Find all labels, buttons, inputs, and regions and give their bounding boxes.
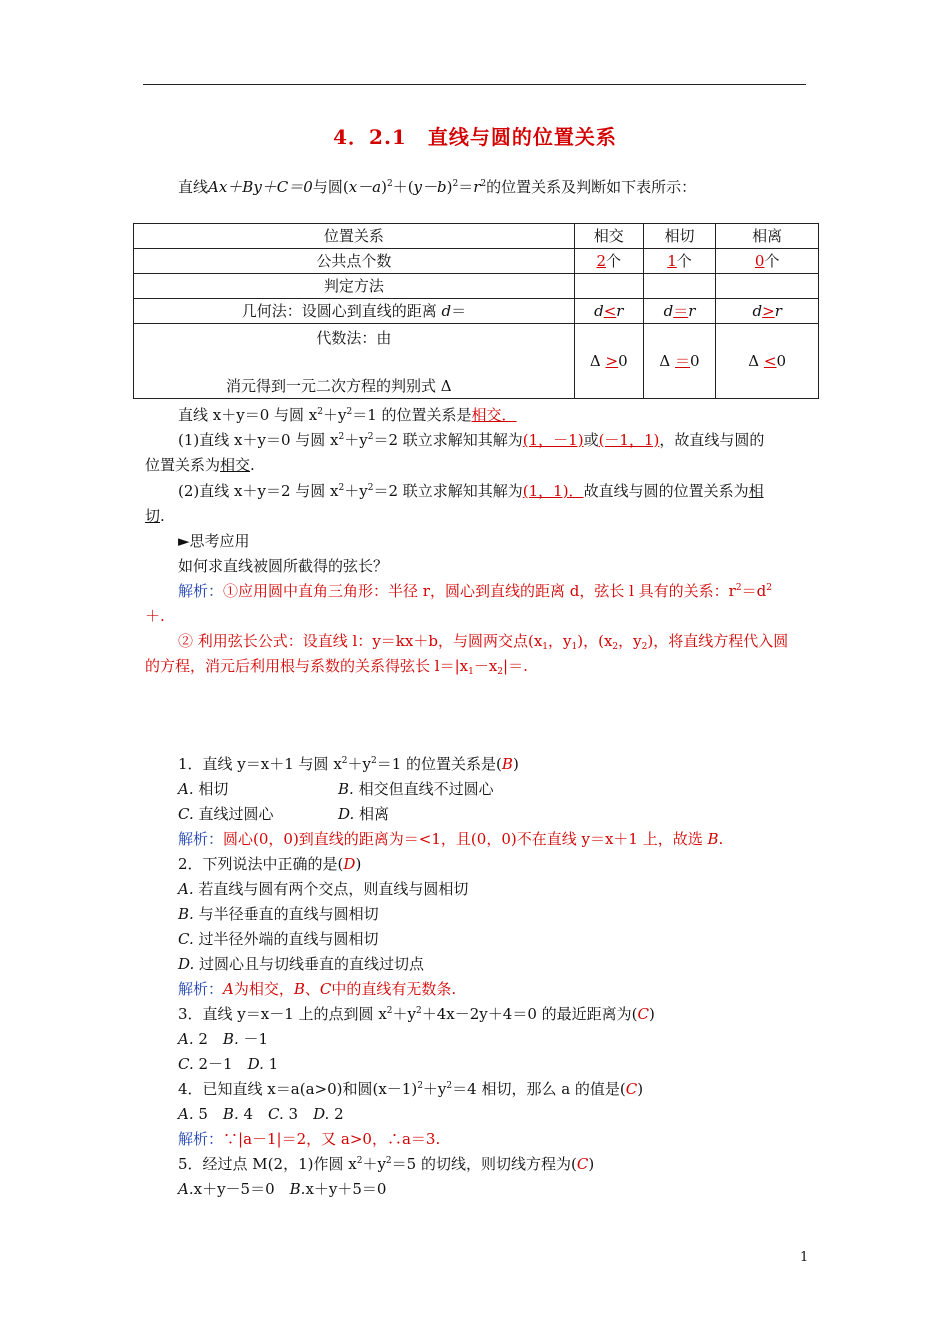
question-1-options-ab <box>178 778 494 800</box>
option-text: 相切 <box>193 780 229 798</box>
var-r: r <box>774 302 782 320</box>
option-letter: B. <box>289 1180 306 1198</box>
question-5-options <box>178 1178 386 1200</box>
intro-text: ＝ <box>458 178 474 196</box>
cell-alg-intersect <box>574 324 643 399</box>
option-text: 2－1 <box>193 1055 248 1073</box>
option-text: 过圆心且与切线垂直的直线过切点 <box>194 955 425 973</box>
answer-symbol: ＝ <box>675 352 691 370</box>
example-line-5 <box>145 505 165 527</box>
text: ＝5 的切线，则切线方程为( <box>391 1155 577 1173</box>
label-text: 几何法：设圆心到直线的距离 <box>241 302 437 320</box>
question-1-options-cd <box>178 803 390 825</box>
text: ) <box>588 1155 595 1173</box>
question-1-stem <box>178 753 519 775</box>
unit: 个 <box>676 252 692 270</box>
subscript: 2 <box>497 667 504 677</box>
question-2-stem <box>178 853 361 875</box>
subscript: 2 <box>612 642 619 652</box>
empty-cell <box>643 274 716 299</box>
answer-letter: C <box>319 980 332 998</box>
answer-symbol: ＝ <box>673 302 689 320</box>
answer-letter: B <box>293 980 305 998</box>
option-text: 若直线与圆有两个交点，则直线与圆相切 <box>193 880 469 898</box>
option-text: x＋y－5＝0 <box>193 1180 290 1198</box>
text: ＝2 联立求解知其解为 <box>373 482 523 500</box>
option-d <box>338 803 389 825</box>
cell-intersect-points <box>574 249 643 274</box>
subscript: 1 <box>571 642 578 652</box>
table-row-method <box>134 274 819 299</box>
text: . <box>250 456 255 474</box>
answer-letter: D <box>343 855 356 873</box>
header-rule <box>143 84 806 85</box>
analysis-text: ，y <box>618 632 642 650</box>
cell-geo-separate <box>716 299 819 324</box>
answer-letter: A <box>223 980 234 998</box>
text: 故直线与圆的位置关系为 <box>583 482 749 500</box>
text: ，故直线与圆的 <box>659 431 765 449</box>
empty-cell <box>574 274 643 299</box>
example-line-1 <box>178 404 517 426</box>
answer-value: 2 <box>596 252 607 270</box>
analysis-text: )，将直线方程代入圆 <box>647 632 789 650</box>
analysis-text: 圆心(0，0)到直线的距离为＝<1，且(0，0)不在直线 y＝x＋1 上，故选 <box>223 830 708 848</box>
analysis-text: |＝. <box>503 657 528 675</box>
text: ) <box>648 1005 655 1023</box>
option-letter: B. <box>222 1030 239 1048</box>
var-r: r <box>616 302 624 320</box>
text: 1．直线 y＝x＋1 与圆 x <box>178 755 342 773</box>
subscript: 1 <box>468 667 474 677</box>
line-equation: Ax＋By＋C＝0 <box>208 178 313 196</box>
option-text: 相离 <box>354 805 390 823</box>
exponent: 2 <box>367 483 374 493</box>
text: ＝4 相切，那么 a 的值是( <box>452 1080 626 1098</box>
answer-symbol: > <box>762 302 775 320</box>
answer-text: 相 <box>748 482 764 500</box>
option-b <box>338 778 494 800</box>
header-intersect: 相交 <box>574 224 643 249</box>
intro-text: ＋( <box>392 178 414 196</box>
option-text: 3 <box>283 1105 314 1123</box>
analysis-label: 解析： <box>178 1130 224 1148</box>
answer-text: (1，－1) <box>522 431 584 449</box>
cell-geo-intersect <box>574 299 643 324</box>
unit: 个 <box>606 252 622 270</box>
question-2-option-b <box>178 903 379 925</box>
option-text: －1 <box>238 1030 269 1048</box>
answer-symbol: < <box>763 352 777 370</box>
subscript: 2 <box>641 642 648 652</box>
subscript: 1 <box>542 642 549 652</box>
table-row-geometric <box>134 299 819 324</box>
relation-table <box>133 223 819 399</box>
question-4-options <box>178 1103 344 1125</box>
circle-term: x－a <box>348 178 382 196</box>
var-d: d <box>441 302 452 320</box>
row-label <box>134 324 575 399</box>
answer-letter: C <box>637 1005 649 1023</box>
radius-term: r <box>473 178 481 196</box>
exponent: 2 <box>367 432 374 442</box>
option-letter: C. <box>268 1105 284 1123</box>
option-letter: A. <box>178 780 194 798</box>
answer-symbol: > <box>605 352 619 370</box>
exponent: 2 <box>480 179 487 189</box>
option-text: 直线过圆心 <box>193 805 274 823</box>
header-separate: 相离 <box>716 224 819 249</box>
answer-text: (－1，1) <box>598 431 660 449</box>
row-label: 判定方法 <box>134 274 575 299</box>
circle-term: y－b <box>413 178 447 196</box>
exponent: 2 <box>766 583 772 593</box>
text: ＋y <box>344 431 368 449</box>
analysis-text: ② 利用弦长公式：设直线 l：y＝kx＋b，与圆两交点(x <box>178 632 543 650</box>
analysis-text: －x <box>473 657 498 675</box>
think-answer-4 <box>145 655 528 677</box>
option-letter: D. <box>178 955 195 973</box>
var-d: d <box>594 302 604 320</box>
analysis-text: . <box>718 830 724 848</box>
exponent: 2 <box>341 756 348 766</box>
intro-text: ) <box>381 178 387 196</box>
option-letter: C. <box>178 805 194 823</box>
table-row-algebraic <box>134 324 819 399</box>
think-heading: ►思考应用 <box>178 532 250 550</box>
analysis-text: 中的直线有无数条. <box>331 980 457 998</box>
option-text: 过半径外端的直线与圆相切 <box>193 930 379 948</box>
delta: Δ <box>659 352 676 370</box>
question-2-option-d <box>178 953 424 975</box>
question-3-options-ab <box>178 1028 268 1050</box>
think-answer-2: ＋. <box>145 607 165 625</box>
question-4-explanation <box>178 1128 440 1150</box>
cell-geo-tangent <box>643 299 716 324</box>
answer-symbol: < <box>603 302 617 320</box>
table-header-row <box>134 224 819 249</box>
exponent: 2 <box>356 1156 363 1166</box>
option-letter: B. <box>178 905 194 923</box>
text: 2．下列说法中正确的是( <box>178 855 344 873</box>
delta: Δ <box>589 352 601 370</box>
answer-text: 相交． <box>471 406 517 424</box>
equals: ＝ <box>451 302 467 320</box>
analysis-text: 的方程，消元后利用根与系数的关系得弦长 l＝|x <box>145 657 469 675</box>
text: 直线 x＋y＝0 与圆 x <box>178 406 318 424</box>
zero: 0 <box>618 352 628 370</box>
header-relation: 位置关系 <box>134 224 575 249</box>
question-2-option-c <box>178 928 379 950</box>
page-title: 4．2.1 直线与圆的位置关系 <box>333 125 617 149</box>
analysis-label: 解析： <box>178 980 224 998</box>
option-letter: A. <box>178 1030 194 1048</box>
text: (2)直线 x＋y＝2 与圆 x <box>178 482 339 500</box>
option-text: 1 <box>263 1055 279 1073</box>
var-d: d <box>663 302 674 320</box>
text: ＝1 的位置关系是 <box>352 406 472 424</box>
think-question: 如何求直线被圆所截得的弦长？ <box>178 557 389 575</box>
answer-letter: C <box>576 1155 589 1173</box>
question-3-options-cd <box>178 1053 278 1075</box>
analysis-text: ，y <box>548 632 572 650</box>
analysis-text: 为相交， <box>233 980 294 998</box>
var-r: r <box>688 302 696 320</box>
text: ＋y <box>422 1080 447 1098</box>
answer-letter: B <box>707 830 719 848</box>
answer-value: 1 <box>667 252 677 270</box>
text: (1)直线 x＋y＝0 与圆 x <box>178 431 339 449</box>
intro-text: 与圆( <box>312 178 349 196</box>
text: 4．已知直线 x＝a(a>0)和圆(x－1) <box>178 1080 418 1098</box>
page-number: 1 <box>800 1250 809 1265</box>
exponent: 2 <box>452 179 459 189</box>
unit: 个 <box>764 252 780 270</box>
table-row-points <box>134 249 819 274</box>
option-letter: A. <box>178 1180 194 1198</box>
exponent: 2 <box>417 1081 423 1091</box>
option-letter: C. <box>178 1055 194 1073</box>
exponent: 2 <box>416 1006 422 1016</box>
option-letter: A. <box>178 1105 194 1123</box>
analysis-text: )，(x <box>577 632 613 650</box>
answer-letter: B <box>501 755 513 773</box>
intro-line <box>178 176 696 198</box>
analysis-text: 、 <box>304 980 320 998</box>
question-2-option-a <box>178 878 468 900</box>
var-d: d <box>752 302 763 320</box>
text: ＝2 联立求解知其解为 <box>373 431 523 449</box>
exponent: 2 <box>446 1081 453 1091</box>
text: ＋y <box>322 406 347 424</box>
answer-text: (1，1)． <box>522 482 584 500</box>
exponent: 2 <box>338 483 345 493</box>
analysis-text: ∵|a－1|＝2，又 a>0，∴a＝3. <box>223 1130 441 1148</box>
zero: 0 <box>776 352 787 370</box>
exponent: 2 <box>317 407 323 417</box>
text: . <box>160 507 165 525</box>
answer-text: 相交 <box>220 456 251 474</box>
option-letter: D. <box>247 1055 264 1073</box>
option-letter: B. <box>338 780 354 798</box>
option-text: 4 <box>238 1105 269 1123</box>
option-text: 相交但直线不过圆心 <box>353 780 494 798</box>
analysis-label: 解析： <box>178 582 224 600</box>
text: ) <box>512 755 519 773</box>
exponent: 2 <box>346 407 353 417</box>
example-line-3 <box>145 454 255 476</box>
option-letter: D. <box>338 805 355 823</box>
cell-separate-points <box>716 249 819 274</box>
text: 或 <box>583 431 599 449</box>
intro-text: ) <box>446 178 453 196</box>
analysis-label: 解析： <box>178 830 224 848</box>
question-3-stem <box>178 1003 655 1025</box>
intro-text: 直线 <box>178 178 209 196</box>
exponent: 2 <box>386 179 393 189</box>
label-text: 代数法：由 <box>316 329 392 347</box>
text: ) <box>637 1080 644 1098</box>
example-line-4 <box>178 480 764 502</box>
option-text: 2 <box>193 1030 223 1048</box>
header-tangent: 相切 <box>643 224 716 249</box>
text: 5．经过点 M(2，1)作圆 x <box>178 1155 357 1173</box>
question-2-explanation <box>178 978 456 1000</box>
label-text: 消元得到一元二次方程的判别式 Δ <box>226 377 452 395</box>
question-4-stem <box>178 1078 643 1100</box>
row-label <box>134 299 575 324</box>
text: ＝1 的位置关系是( <box>376 755 502 773</box>
option-letter: A. <box>178 880 194 898</box>
text: ＋y <box>392 1005 417 1023</box>
answer-value: 0 <box>754 252 765 270</box>
text: 3．直线 y＝x－1 上的点到圆 x <box>178 1005 387 1023</box>
option-text: x＋y＋5＝0 <box>305 1180 387 1198</box>
delta: Δ <box>748 352 760 370</box>
exponent: 2 <box>735 583 742 593</box>
think-answer-1 <box>178 580 772 602</box>
exponent: 2 <box>338 432 345 442</box>
cell-tangent-points <box>643 249 716 274</box>
text: ＋y <box>344 482 368 500</box>
text: ＋y <box>347 755 372 773</box>
cell-alg-separate <box>716 324 819 399</box>
text: ＋y <box>362 1155 386 1173</box>
cell-alg-tangent <box>643 324 716 399</box>
answer-letter: C <box>625 1080 638 1098</box>
question-5-stem <box>178 1153 594 1175</box>
answer-text: 切 <box>145 507 161 525</box>
empty-cell <box>716 274 819 299</box>
option-text: 与半径垂直的直线与圆相切 <box>193 905 379 923</box>
option-text: 2 <box>329 1105 344 1123</box>
option-letter: D. <box>313 1105 330 1123</box>
text: ) <box>355 855 362 873</box>
option-letter: C. <box>178 930 194 948</box>
analysis-text: ＝d <box>741 582 767 600</box>
option-letter: B. <box>222 1105 239 1123</box>
exponent: 2 <box>371 756 377 766</box>
exponent: 2 <box>386 1006 393 1016</box>
intro-text: 的位置关系及判断如下表所示： <box>486 178 697 196</box>
analysis-text: ①应用圆中直角三角形：半径 r，圆心到直线的距离 d，弦长 l 具有的关系：r <box>223 582 736 600</box>
text: 位置关系为 <box>145 456 221 474</box>
think-answer-3 <box>178 630 788 652</box>
option-text: 5 <box>193 1105 223 1123</box>
text: ＋4x－2y＋4＝0 的最近距离为( <box>421 1005 638 1023</box>
row-label: 公共点个数 <box>134 249 575 274</box>
zero: 0 <box>690 352 700 370</box>
example-line-2 <box>178 429 764 451</box>
exponent: 2 <box>385 1156 392 1166</box>
question-1-explanation <box>178 828 723 850</box>
